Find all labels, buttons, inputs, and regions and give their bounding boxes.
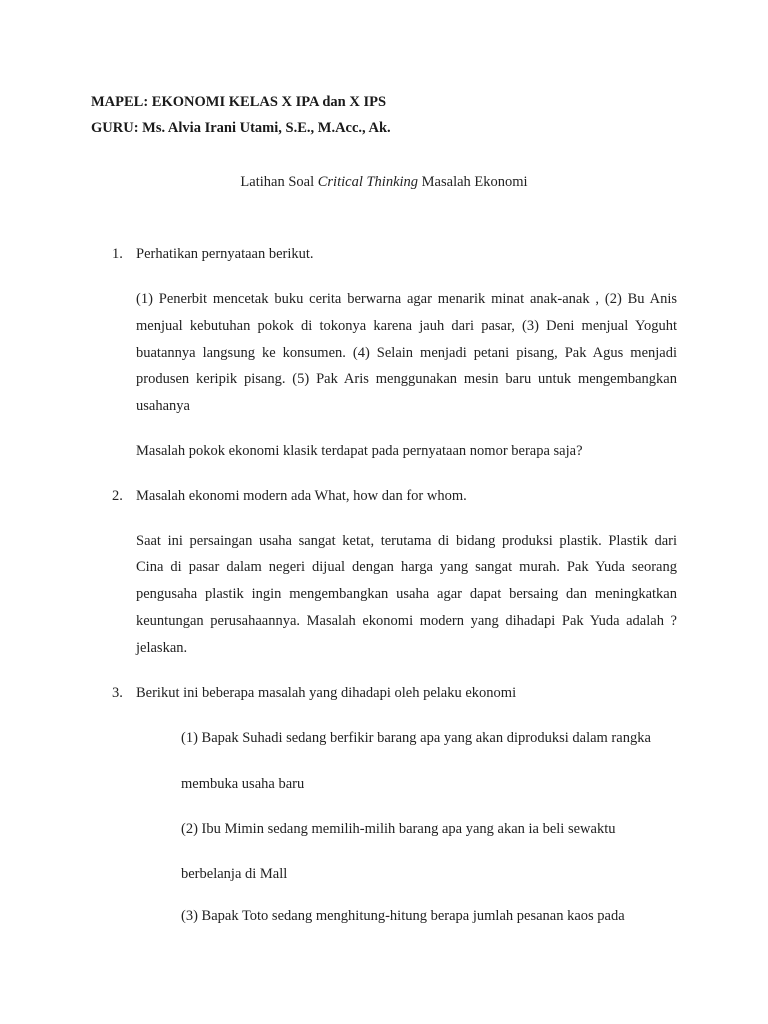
question-2-number: 2. — [112, 488, 123, 504]
question-2-paragraph-line: pengusaha plastik ingin mengembangkan usaha agar dapat bersaing dan meningkatkan — [136, 586, 677, 602]
question-1-paragraph-line: menjual kebutuhan pokok di tokonya karena jauh dari pasar, (3) Deni menjual Yoguht — [136, 318, 677, 334]
question-2-paragraph-line: Cina di pasar dalam negeri dijual dengan harga yang sangat murah. Pak Yuda seorang — [136, 559, 677, 575]
title-suffix: Masalah Ekonomi — [421, 174, 528, 190]
question-1-paragraph-line: (1) Penerbit mencetak buku cerita berwarna agar menarik minat anak-anak , (2) Bu Anis — [136, 291, 677, 307]
question-2-prompt: Masalah ekonomi modern ada What, how dan for whom. — [136, 488, 467, 504]
subject-header: MAPEL: EKONOMI KELAS X IPA dan X IPS — [91, 94, 387, 110]
question-3-item-line: membuka usaha baru — [181, 776, 305, 792]
question-2-paragraph-line: keuntungan perusahaannya. Masalah ekonomi modern yang dihadapi Pak Yuda adalah ? — [136, 613, 677, 629]
question-3-item-line: (2) Ibu Mimin sedang memilih-milih barang apa yang akan ia beli sewaktu — [181, 821, 616, 837]
question-2-paragraph-line: jelaskan. — [136, 640, 188, 656]
question-2-paragraph-line: Saat ini persaingan usaha sangat ketat, terutama di bidang produksi plastik. Plastik dari — [136, 533, 677, 549]
question-1-prompt: Perhatikan pernyataan berikut. — [136, 246, 314, 262]
question-3-item-line: (3) Bapak Toto sedang menghitung-hitung berapa jumlah pesanan kaos pada — [181, 908, 625, 924]
document-title — [0, 174, 768, 191]
question-1-paragraph-line: usahanya — [136, 398, 190, 414]
question-3-prompt: Berikut ini beberapa masalah yang dihadapi oleh pelaku ekonomi — [136, 685, 517, 701]
question-1-paragraph-line: buatannya langsung ke konsumen. (4) Selain menjadi petani pisang, Pak Agus menjadi — [136, 345, 677, 361]
question-3-item-line: (1) Bapak Suhadi sedang berfikir barang apa yang akan diproduksi dalam rangka — [181, 730, 651, 746]
question-1-paragraph-line: produsen keripik pisang. (5) Pak Aris menggunakan mesin baru untuk mengembangkan — [136, 371, 677, 387]
title-prefix: Latihan Soal — [240, 174, 315, 190]
question-3-item-line: berbelanja di Mall — [181, 866, 288, 882]
question-1-question: Masalah pokok ekonomi klasik terdapat pada pernyataan nomor berapa saja? — [136, 443, 583, 459]
question-1-number: 1. — [112, 246, 123, 262]
question-3-number: 3. — [112, 685, 123, 701]
title-italic: Critical Thinking — [317, 174, 419, 190]
teacher-header: GURU: Ms. Alvia Irani Utami, S.E., M.Acc., Ak. — [91, 120, 391, 136]
